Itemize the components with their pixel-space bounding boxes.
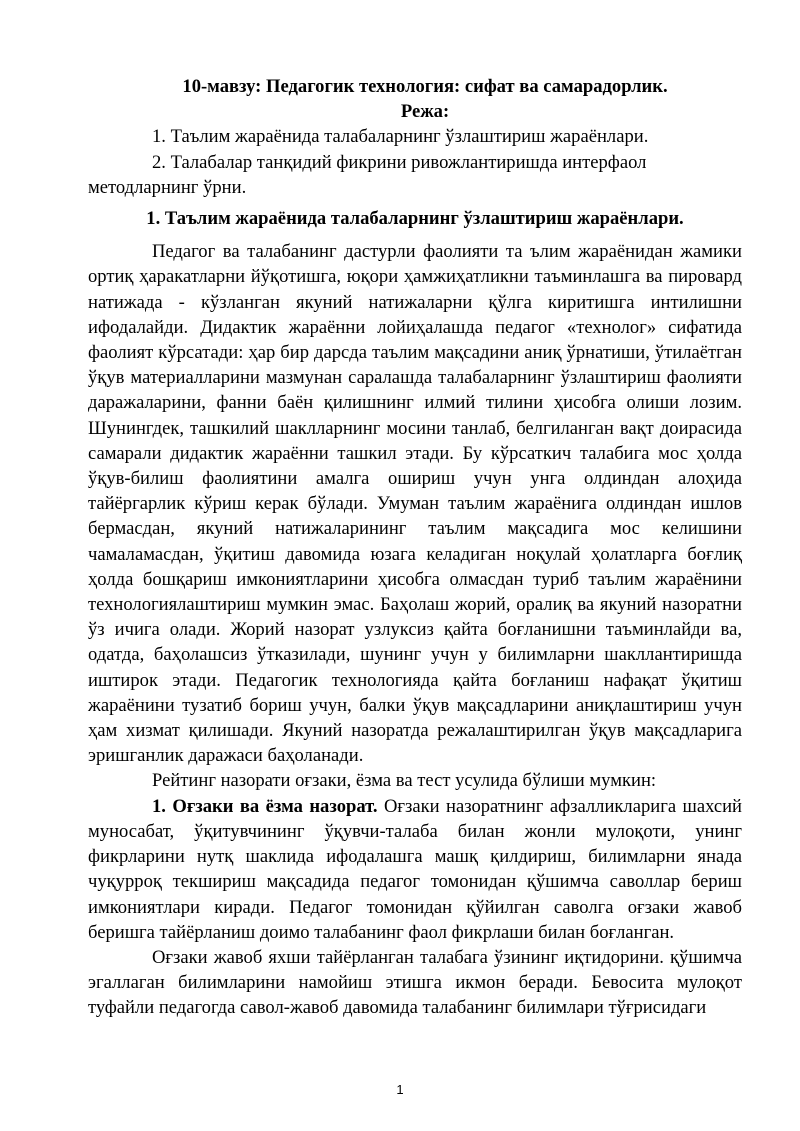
plan-item-1: 1. Таълим жараёнида талабаларнинг ўзлаштириш жараёнлари. [152,126,649,148]
section-heading: 1. Таълим жараёнида талабаларнинг ўзлаштириш жараёнлари. [146,208,684,230]
paragraph-3-body: Оғзаки назоратнинг афзалликларига шахсий муносабат, ўқитувчининг ўқувчи-талаба билан жонли мулоқоти, унинг фикрларини нутқ шаклида ифодалашга машқ қилдириш, билимларни янада чуқурроқ текшириш мақсадида педагог томонидан қўшимча саволлар бериш имкониятлари киради. Педагог томонидан қўйилган саволга оғзаки жавоб беришга тайёрланиш доимо талабанинг фаол фикрлаши билан боғланган. [88,795,742,943]
page-number: 1 [396,1082,404,1097]
paragraph-1: Педагог ва талабанинг дастурли фаолияти та ълим жараёнидан жамики ортиқ ҳаракатларни йўқотишга, юқори ҳамжиҳатликни таъминлашга ва пировард натижада - кўзланган якуний натижаларни қўлга киритишга интилишни ифодалайди. Дидактик жараённи лойиҳалашда педагог «технолог» сифатида фаолият кўрсатади: ҳар бир дарсда таълим мақсадини аниқ ўрнатиши, ўтилаётган ўқув материалларини мазмунан саралашда талабаларнинг ўзлаштириш фаолияти даражаларини, фанни баён қилишнинг илмий тилини ҳисобга олиши лозим. Шунингдек, ташкилий шаклларнинг мосини танлаб, белгиланган вақт доирасида самарали дидактик жараённи ташкил этади. Бу кўрсаткич талабига мос ҳолда ўқув-билиш фаолиятини амалга ошириш учун унга олдиндан алоҳида тайёргарлик кўриш керак бўлади. Умуман таълим жараёнига олдиндан ишлов бермасдан, якуний натижаларининг таълим мақсадига мос келишини чамаламасдан, ўқитиш давомида юзага келадиган ноқулай ҳолатларга боғлиқ ҳолда бошқариш имкониятларини ҳисобга олмасдан туриб таълим жараёнини технологиялаштириш мумкин эмас. Баҳолаш жорий, оралиқ ва якуний назоратни ўз ичига олади. Жорий назорат узлуксиз қайта боғланишни таъминлайди ва, одатда, баҳолашсиз ўтказилади, шунинг учун у билимларни шакллантиришда иштирок этади. Педагогик технологияда қайта боғланиш нафақат ўқитиш жараёнини тузатиб бориш учун, балки ўқув мақсадларини аниқлаштириш учун ҳам хизмат қилишади. Якуний назоратда режалаштирилган ўқув мақсадларига эришганлик даражаси баҳоланади. [88,241,742,767]
paragraph-3 [88,794,742,945]
paragraph-3-lead: 1. Оғзаки ва ёзма назорат. [152,795,378,817]
plan-item-2: 2. Талабалар танқидий фикрини ривожлантиришда интерфаол методларнинг ўрни. [88,151,647,198]
paragraph-2: Рейтинг назорати оғзаки, ёзма ва тест усулида бўлиши мумкин: [152,770,657,792]
title-line-1: 10-мавзу: Педагогик технология: сифат ва самарадорлик. [182,76,668,97]
document-page [88,74,742,1021]
paragraph-4: Оғзаки жавоб яхши тайёрланган талабага ўзининг иқтидорини. қўшимча эгаллаган билимларини намойиш этишга икмон беради. Бевосита мулоқот туфайли педагогда савол-жавоб давомида талабанинг билимлари тўғрисидаги [88,946,742,1019]
document-title [88,74,742,124]
title-line-2: Режа: [400,101,450,123]
